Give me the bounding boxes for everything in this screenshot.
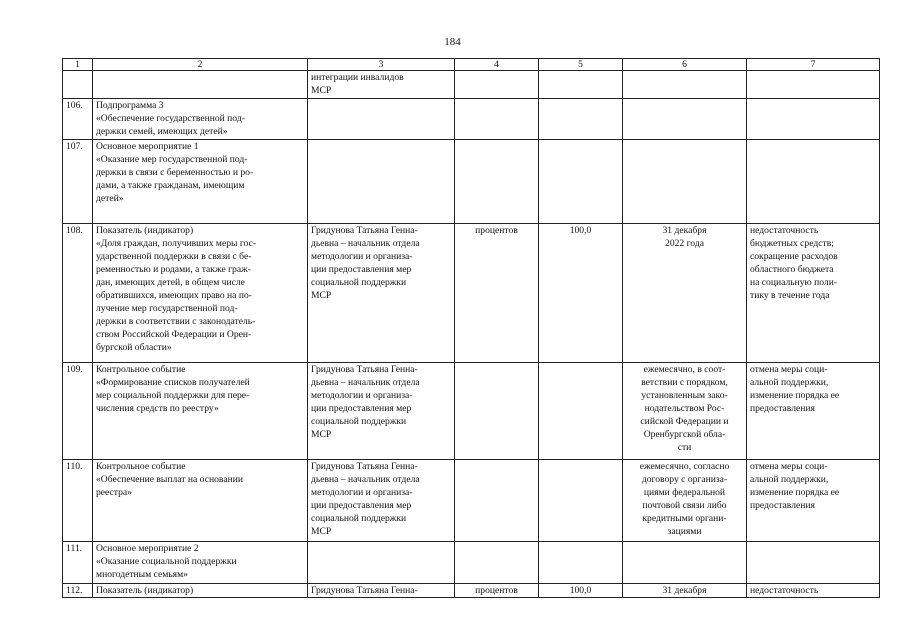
row-responsible: интеграции инвалидов МСР — [308, 71, 455, 99]
table-row — [63, 140, 880, 224]
row-responsible: Гридунова Татьяна Генна- — [308, 584, 455, 598]
table-row — [63, 363, 880, 460]
row-number: 110. — [63, 460, 93, 542]
row-responsible — [308, 542, 455, 584]
row-value: 100,0 — [539, 224, 623, 363]
row-name: Основное мероприятие 2 «Оказание социальной поддержки многодетным семьям» — [93, 542, 308, 584]
row-unit: процентов — [455, 584, 539, 598]
row-responsible: Гридунова Татьяна Генна- дьевна – начальник отдела методологии и организа- ции предоставления мер социальной поддержки МСР — [308, 460, 455, 542]
row-name: Контрольное событие «Формирование списков получателей мер социальной поддержки для пере- числения средств по реестру» — [93, 363, 308, 460]
row-name: Показатель (индикатор) «Доля граждан, получивших меры гос- ударственной поддержки в связи с бе- ременностью и родами, а также граж- дан, имеющих детей, в общем числе обратившихся, имеющих право на по- лучение мер государственной под- держки в соответствии с законодатель- ством Российской Федерации и Орен- бургской области» — [93, 224, 308, 363]
table-row — [63, 460, 880, 542]
column-header: 1 — [63, 59, 93, 71]
row-responsible: Гридунова Татьяна Генна- дьевна – начальник отдела методологии и организа- ции предоставления мер социальной поддержки МСР — [308, 363, 455, 460]
row-deadline — [623, 71, 747, 99]
row-deadline — [623, 140, 747, 224]
row-value: 100,0 — [539, 584, 623, 598]
row-risk — [747, 99, 880, 140]
column-header: 3 — [308, 59, 455, 71]
page-number: 184 — [444, 36, 461, 48]
row-value — [539, 99, 623, 140]
row-deadline: 31 декабря 2022 года — [623, 224, 747, 363]
row-number: 112. — [63, 584, 93, 598]
table-row — [63, 542, 880, 584]
row-number: 106. — [63, 99, 93, 140]
row-risk — [747, 542, 880, 584]
row-value — [539, 542, 623, 584]
table-row — [63, 584, 880, 598]
row-unit — [455, 460, 539, 542]
row-responsible — [308, 99, 455, 140]
row-deadline: ежемесячно, в соот- ветствии с порядком, установленным зако- нодательством Рос- сийской Федерации и Оренбургской обла- сти — [623, 363, 747, 460]
row-number: 111. — [63, 542, 93, 584]
row-value — [539, 71, 623, 99]
column-header: 5 — [539, 59, 623, 71]
row-deadline — [623, 99, 747, 140]
row-unit — [455, 363, 539, 460]
row-number: 108. — [63, 224, 93, 363]
row-deadline: 31 декабря — [623, 584, 747, 598]
column-header: 7 — [747, 59, 880, 71]
row-risk: недостаточность бюджетных средств; сокращение расходов областного бюджета на социальную поли- тику в течение года — [747, 224, 880, 363]
row-value — [539, 140, 623, 224]
table-row — [63, 224, 880, 363]
row-unit — [455, 99, 539, 140]
row-unit: процентов — [455, 224, 539, 363]
row-value — [539, 363, 623, 460]
row-number: 109. — [63, 363, 93, 460]
row-name: Основное мероприятие 1 «Оказание мер государственной под- держки в связи с беременностью и ро- дами, а также гражданам, имеющим детей» — [93, 140, 308, 224]
row-responsible — [308, 140, 455, 224]
row-name: Контрольное событие «Обеспечение выплат на основании реестра» — [93, 460, 308, 542]
table-row — [63, 99, 880, 140]
row-risk: недостаточность — [747, 584, 880, 598]
row-responsible: Гридунова Татьяна Генна- дьевна – начальник отдела методологии и организа- ции предоставления мер социальной поддержки МСР — [308, 224, 455, 363]
row-risk — [747, 140, 880, 224]
column-header: 2 — [93, 59, 308, 71]
row-risk — [747, 71, 880, 99]
column-header: 4 — [455, 59, 539, 71]
row-deadline: ежемесячно, согласно договору с организа- циями федеральной почтовой связи либо кредитными органи- зациями — [623, 460, 747, 542]
header-row — [63, 59, 880, 71]
row-risk: отмена меры соци- альной поддержки, изменение порядка ее предоставления — [747, 363, 880, 460]
table-row — [63, 71, 880, 99]
row-risk: отмена меры соци- альной поддержки, изменение порядка ее предоставления — [747, 460, 880, 542]
row-deadline — [623, 542, 747, 584]
row-unit — [455, 542, 539, 584]
row-name: Показатель (индикатор) — [93, 584, 308, 598]
row-number — [63, 71, 93, 99]
row-name — [93, 71, 308, 99]
column-header: 6 — [623, 59, 747, 71]
row-number: 107. — [63, 140, 93, 224]
row-unit — [455, 140, 539, 224]
row-unit — [455, 71, 539, 99]
row-value — [539, 460, 623, 542]
row-name: Подпрограмма 3 «Обеспечение государственной под- держки семей, имеющих детей» — [93, 99, 308, 140]
program-table — [62, 58, 880, 598]
